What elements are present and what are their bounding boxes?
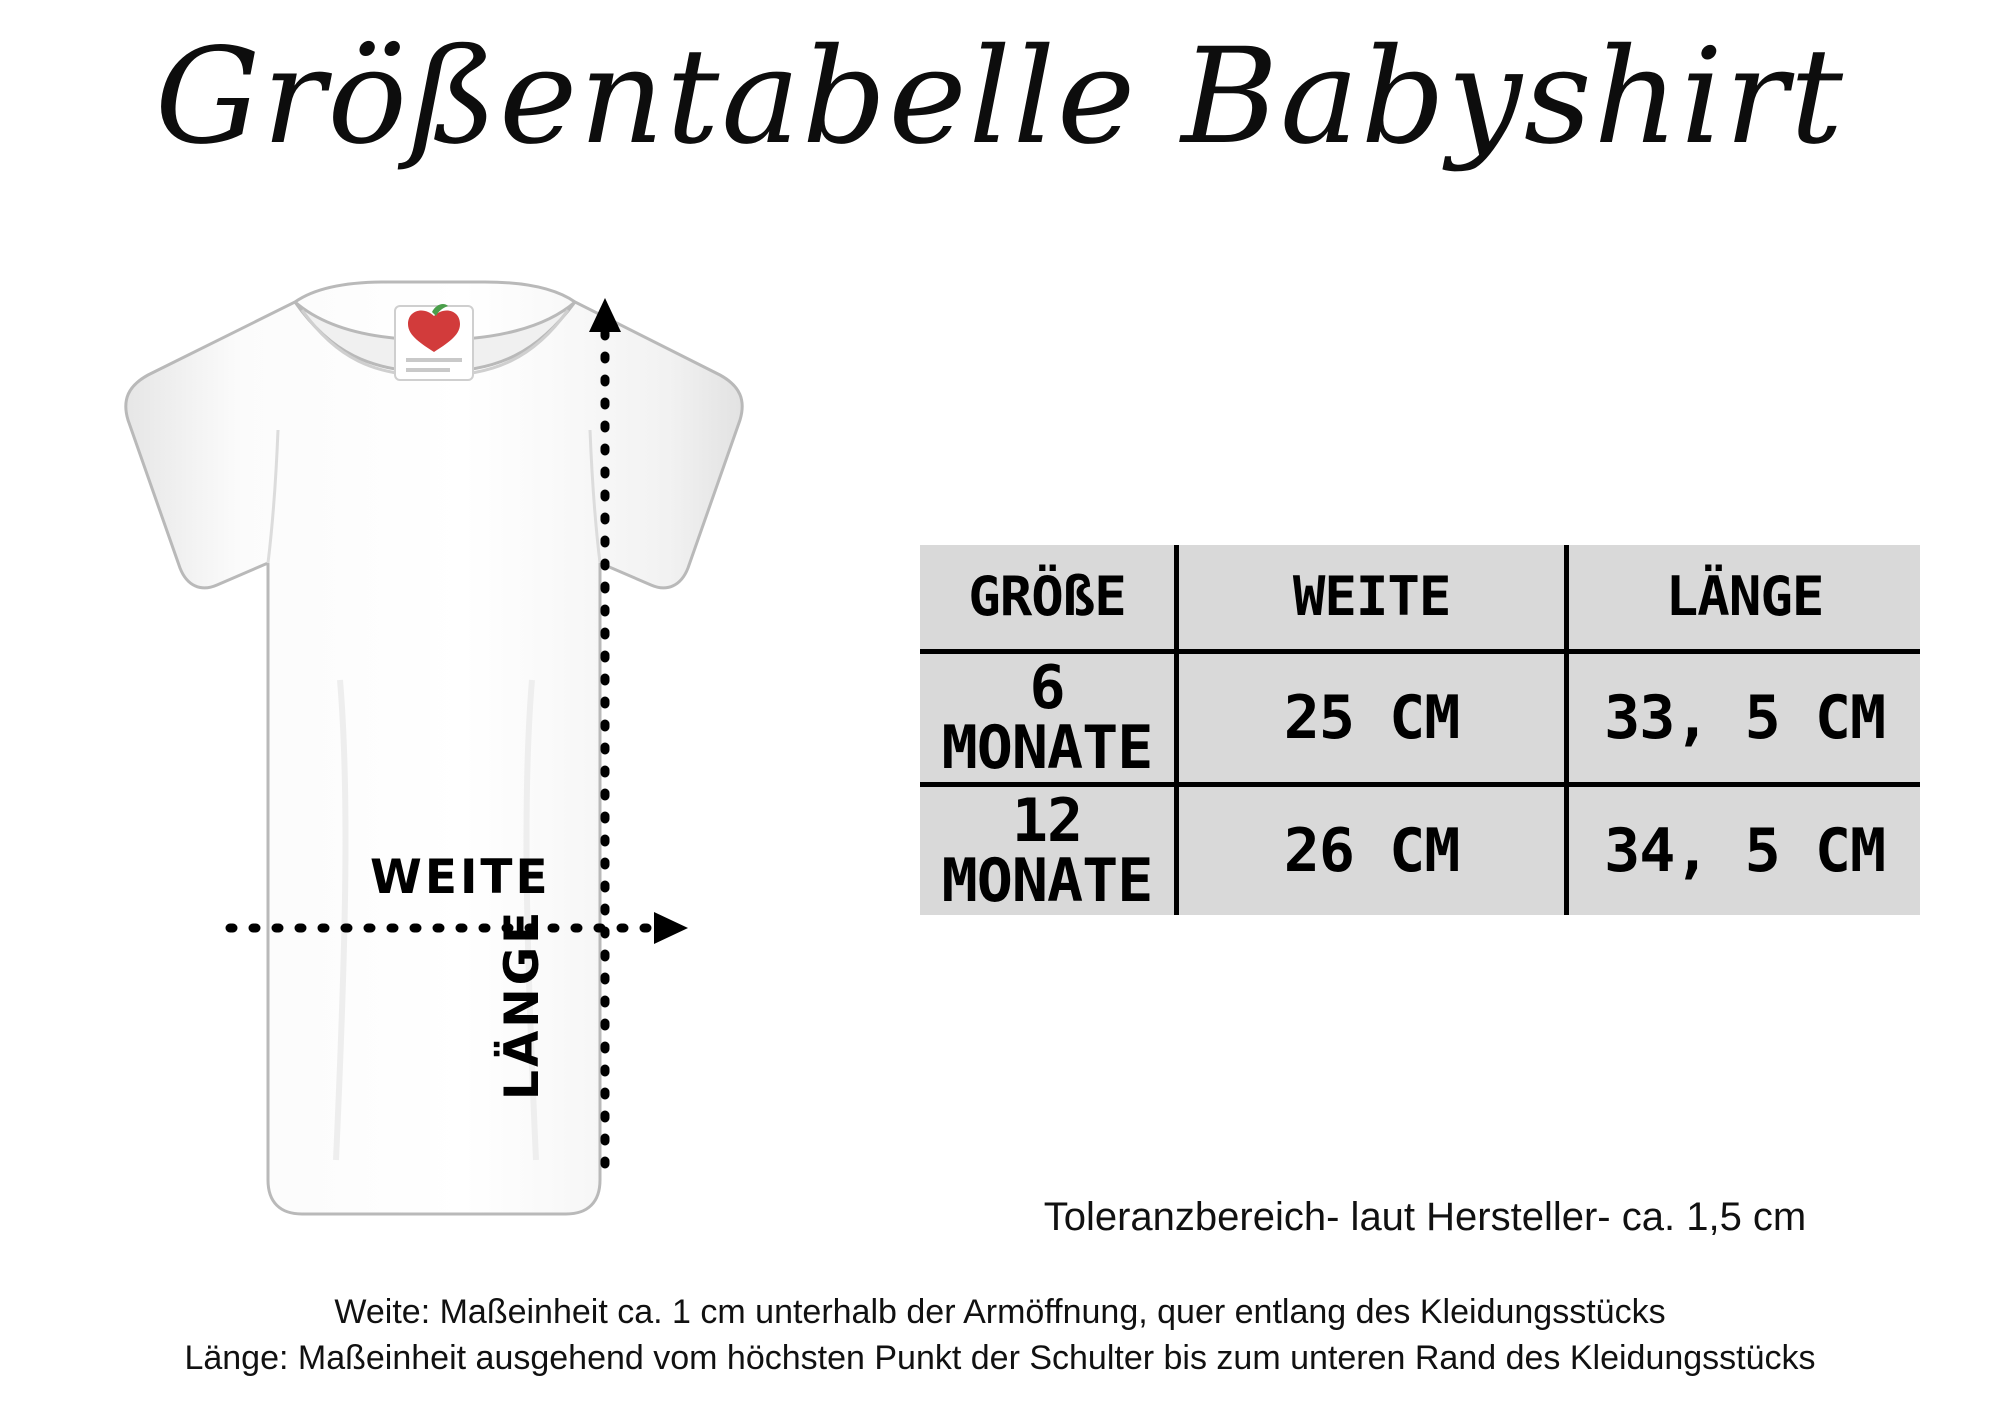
tshirt-icon xyxy=(40,280,780,1240)
header-width: WEITE xyxy=(1177,545,1567,652)
cell-length: 34, 5 CM xyxy=(1567,785,1920,916)
cell-size: 6 MONATE xyxy=(920,652,1177,785)
footnote-length: Länge: Maßeinheit ausgehend vom höchsten Punkt der Schulter bis zum unteren Rand des Kleidungsstücks xyxy=(184,1338,1816,1377)
cell-width: 26 CM xyxy=(1177,785,1567,916)
size-table xyxy=(920,545,1920,915)
brand-tag-icon xyxy=(395,304,473,380)
header-size: GRÖßE xyxy=(920,545,1177,652)
size-table-container xyxy=(920,545,1920,915)
cell-width: 25 CM xyxy=(1177,652,1567,785)
footnote-width: Weite: Maßeinheit ca. 1 cm unterhalb der Armöffnung, quer entlang des Kleidungsstücks xyxy=(334,1293,1666,1331)
cell-size: 12 MONATE xyxy=(920,785,1177,916)
length-label: LÄNGE xyxy=(495,908,550,1100)
table-row xyxy=(920,652,1920,785)
tolerance-note: Toleranzbereich- laut Hersteller- ca. 1,5 cm xyxy=(1043,1195,1807,1239)
shirt-illustration xyxy=(40,280,780,1240)
page-title: Größentabelle Babyshirt xyxy=(154,20,1846,174)
table-row xyxy=(920,785,1920,916)
header-length: LÄNGE xyxy=(1567,545,1920,652)
width-label: WEITE xyxy=(370,850,551,905)
cell-length: 33, 5 CM xyxy=(1567,652,1920,785)
table-header-row xyxy=(920,545,1920,652)
footnotes xyxy=(0,1290,2000,1382)
